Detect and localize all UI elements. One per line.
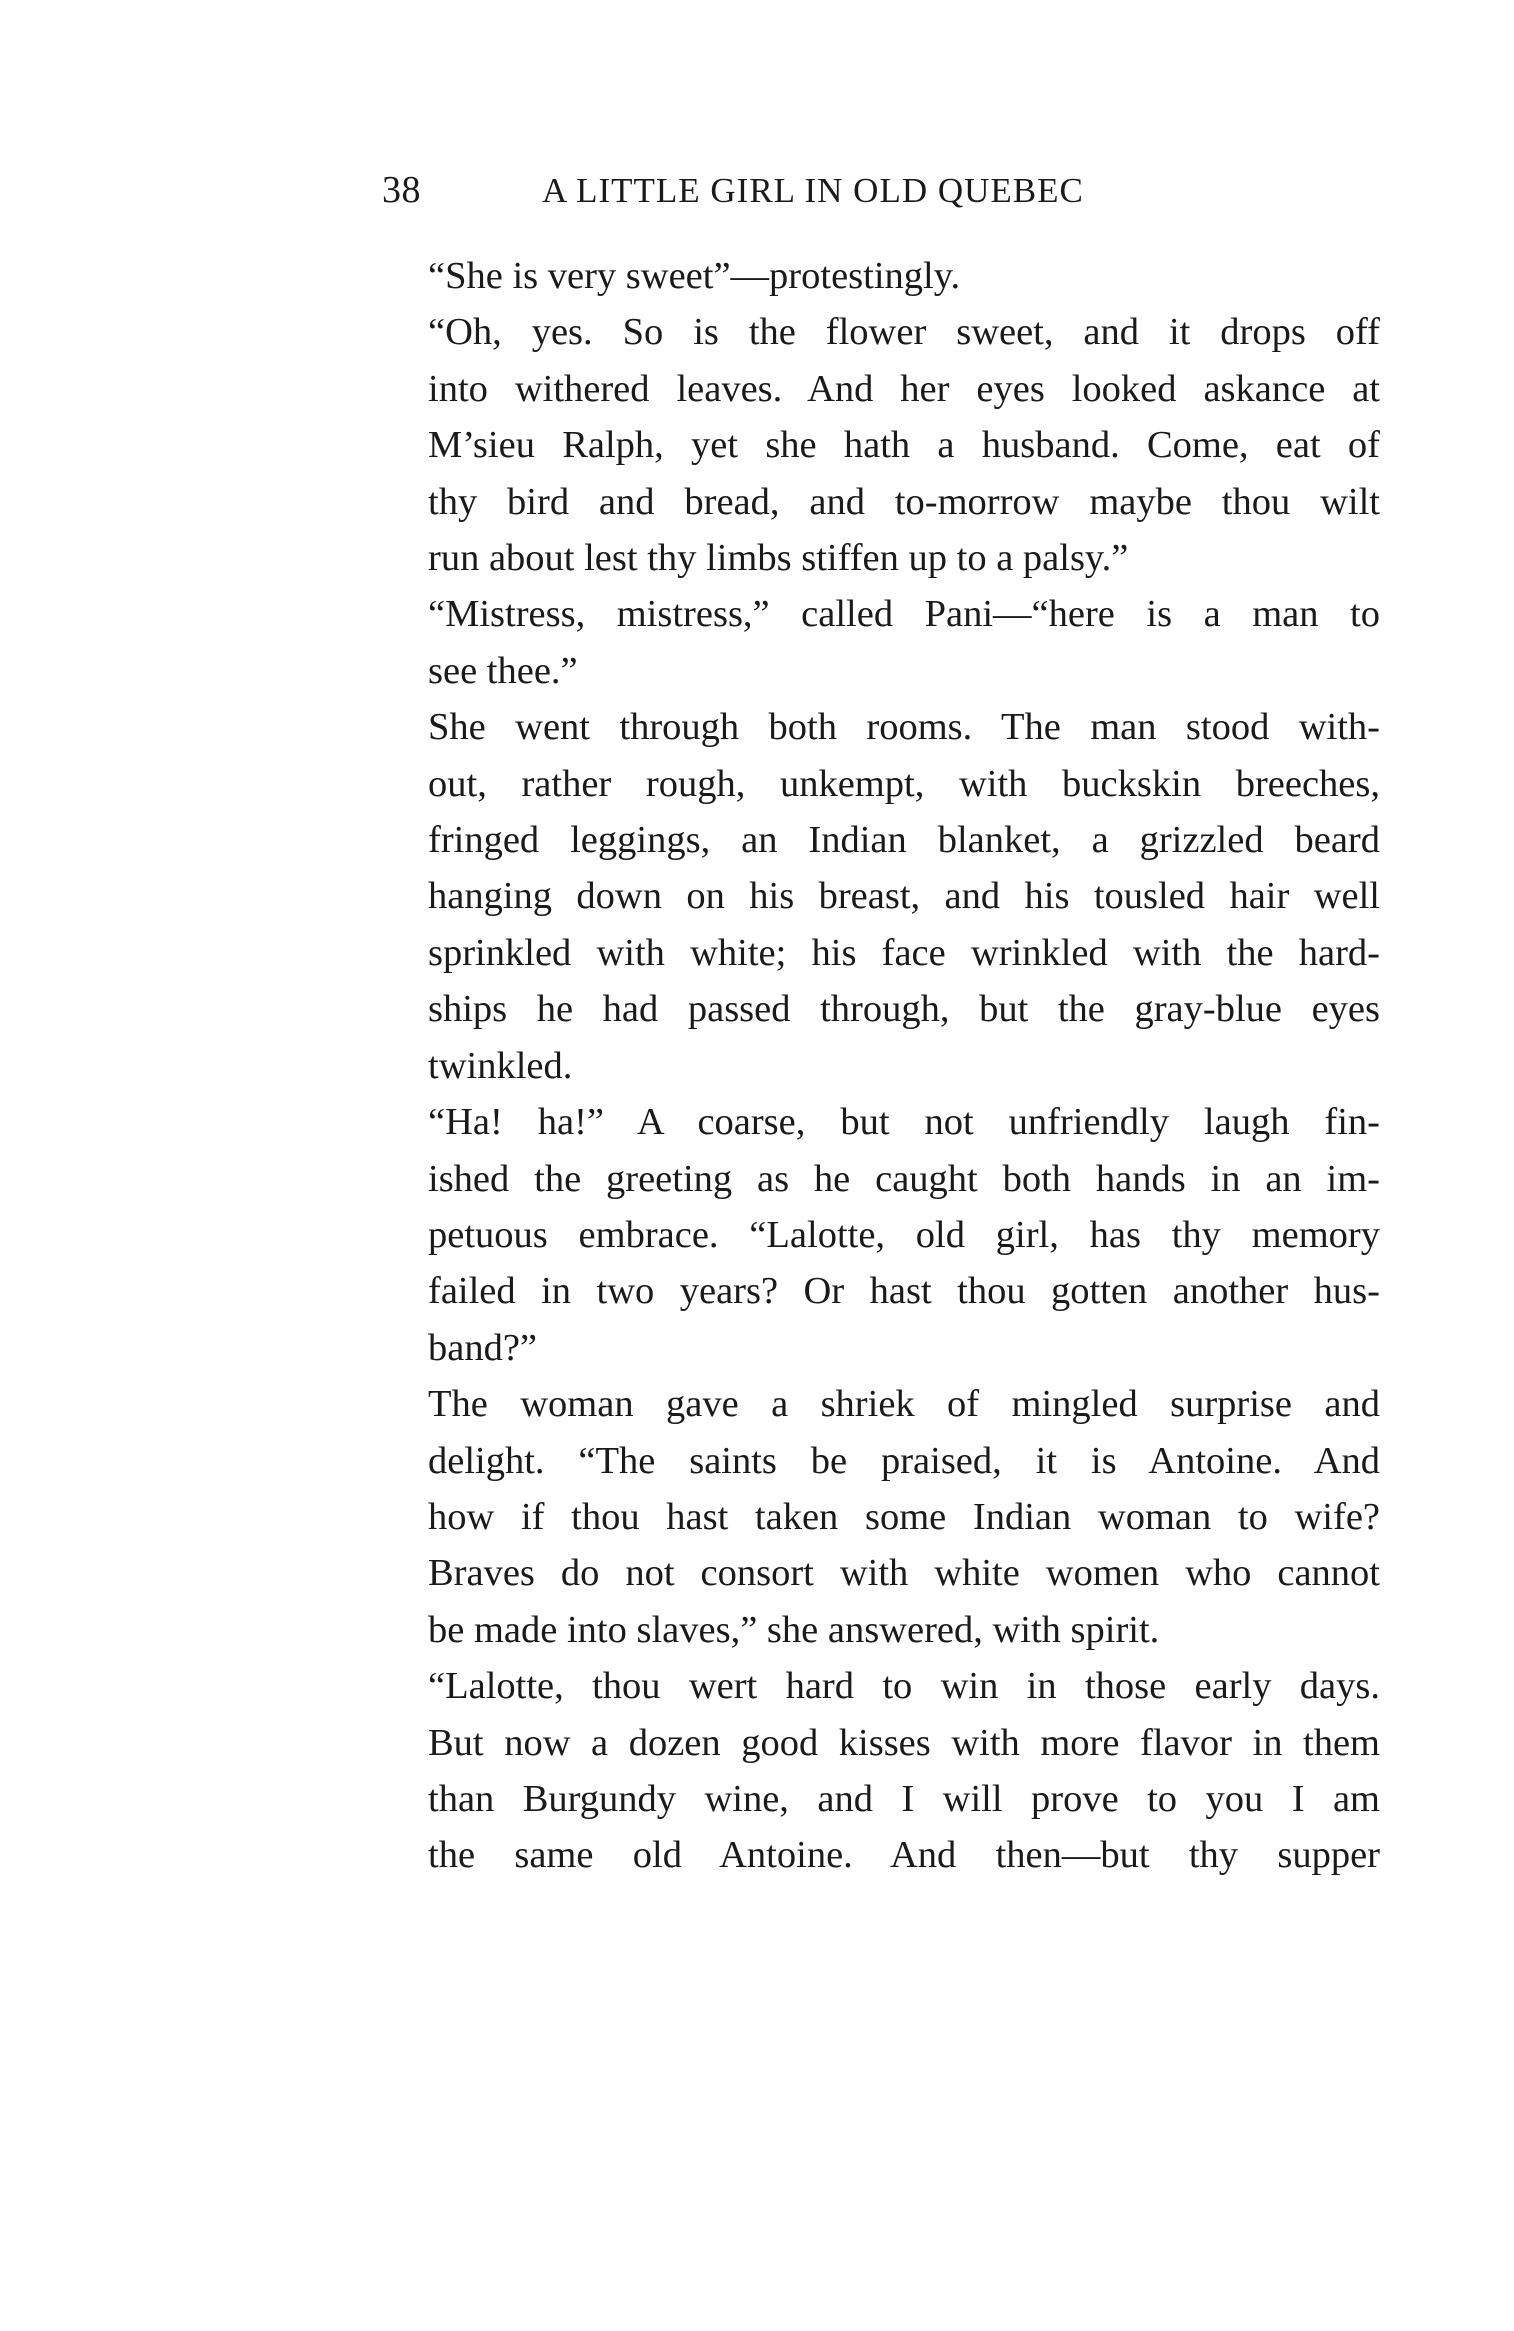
text-line: ships he had passed through, but the gray-blue eyes	[428, 988, 1380, 1031]
text-line: The woman gave a shriek of mingled surprise and	[428, 1383, 1380, 1426]
text-line: “Lalotte, thou wert hard to win in those early days.	[428, 1665, 1380, 1708]
text-line: “Mistress, mistress,” called Pani—“here is a man to	[428, 593, 1380, 636]
text-line: see thee.”	[428, 649, 578, 692]
text-line: run about lest thy limbs stiffen up to a palsy.”	[428, 537, 1129, 580]
paragraph-1	[382, 248, 1380, 304]
text-line: into withered leaves. And her eyes looked askance at	[428, 367, 1380, 410]
text-line: sprinkled with white; his face wrinkled with the hard-	[428, 931, 1380, 974]
text-line: M’sieu Ralph, yet she hath a husband. Come, eat of	[428, 424, 1380, 467]
paragraph-7	[382, 1658, 1380, 1884]
text-line: band?”	[428, 1326, 538, 1369]
text-line: fringed leggings, an Indian blanket, a grizzled beard	[428, 819, 1380, 862]
text-line: than Burgundy wine, and I will prove to you I am	[428, 1777, 1380, 1820]
running-head	[382, 168, 1382, 228]
text-line: the same old Antoine. And then—but thy supper	[428, 1834, 1380, 1877]
text-line: thy bird and bread, and to-morrow maybe thou wilt	[428, 480, 1380, 523]
text-line: “She is very sweet”—protestingly.	[428, 255, 961, 297]
text-line: But now a dozen good kisses with more flavor in them	[428, 1721, 1380, 1764]
text-line: be made into slaves,” she answered, with spirit.	[428, 1608, 1160, 1651]
text-line: twinkled.	[428, 1044, 573, 1087]
page-number: 38	[382, 169, 421, 211]
book-title: A LITTLE GIRL IN OLD QUEBEC	[542, 171, 1084, 210]
text-line: “Ha! ha!” A coarse, but not unfriendly laugh fin-	[428, 1101, 1380, 1144]
text-line: ished the greeting as he caught both hands in an im-	[428, 1157, 1380, 1200]
paragraph-3	[382, 586, 1380, 699]
text-line: failed in two years? Or hast thou gotten another hus-	[428, 1270, 1380, 1313]
paragraph-5	[382, 1094, 1380, 1376]
text-line: She went through both rooms. The man stood with-	[428, 706, 1380, 749]
text-line: Braves do not consort with white women who cannot	[428, 1552, 1380, 1595]
body-text	[382, 248, 1380, 1884]
text-line: petuous embrace. “Lalotte, old girl, has thy memory	[428, 1213, 1380, 1256]
text-line: hanging down on his breast, and his tousled hair well	[428, 875, 1380, 918]
paragraph-4	[382, 699, 1380, 1094]
text-line: how if thou hast taken some Indian woman to wife?	[428, 1495, 1380, 1538]
text-line: out, rather rough, unkempt, with buckskin breeches,	[428, 762, 1380, 805]
paragraph-6	[382, 1376, 1380, 1658]
paragraph-2	[382, 304, 1380, 586]
text-line: delight. “The saints be praised, it is Antoine. And	[428, 1439, 1380, 1482]
text-line: “Oh, yes. So is the flower sweet, and it drops off	[428, 311, 1380, 354]
